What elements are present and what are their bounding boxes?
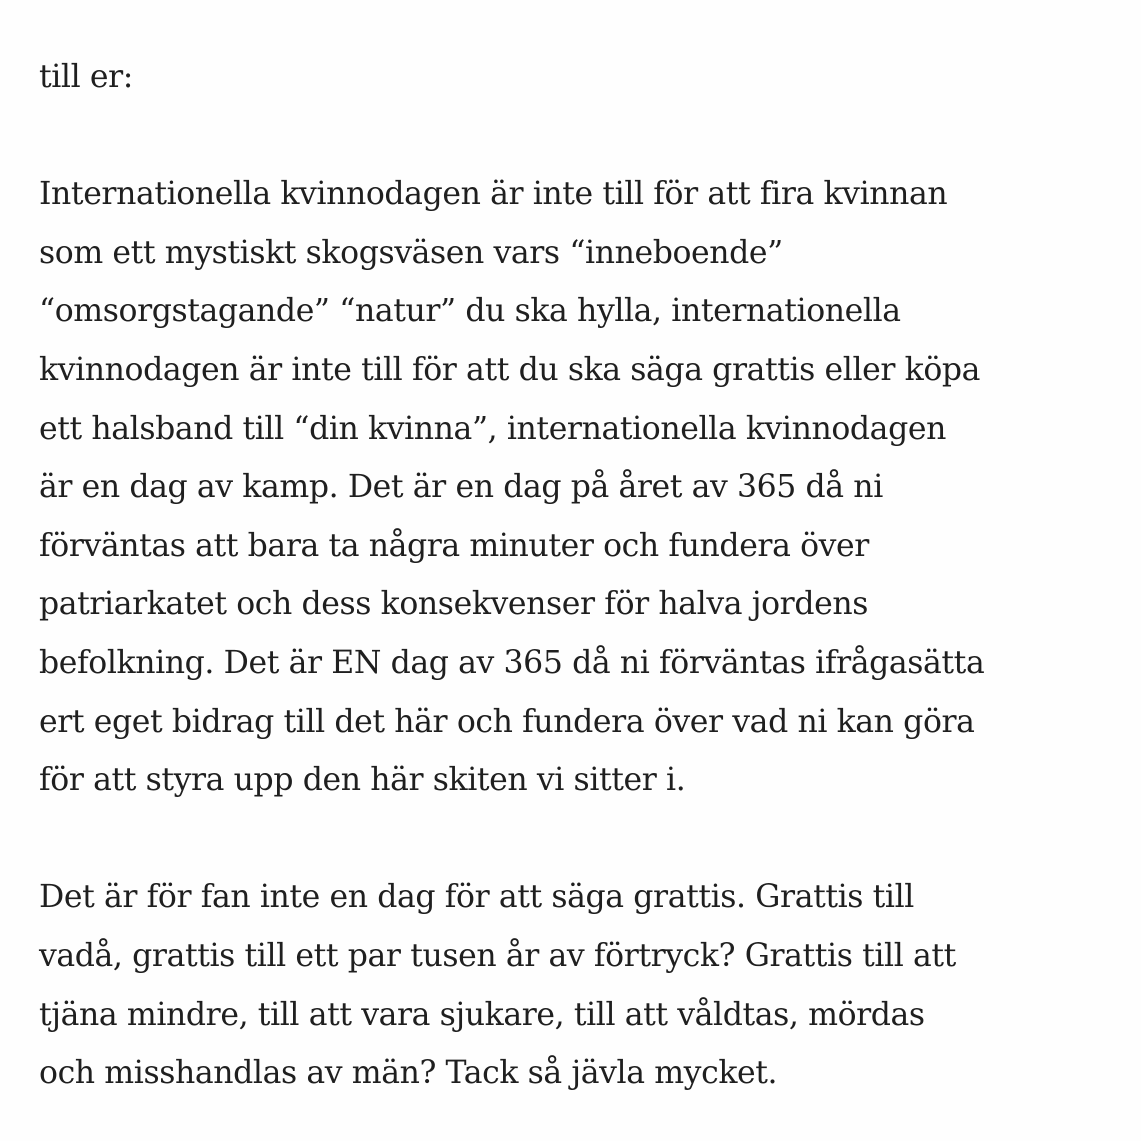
paragraph-1-line: förväntas att bara ta några minuter och fundera över bbox=[39, 527, 869, 564]
paragraph-1-line: “omsorgstagande” “natur” du ska hylla, internationella bbox=[39, 293, 901, 330]
paragraph-1-line: Internationella kvinnodagen är inte till för att fira kvinnan bbox=[39, 176, 948, 213]
paragraph-2-line: och misshandlas av män? Tack så jävla mycket. bbox=[39, 1055, 778, 1092]
paragraph-1-line: befolkning. Det är EN dag av 365 då ni förväntas ifrågasätta bbox=[39, 644, 985, 681]
paragraph-1-line: som ett mystiskt skogsväsen vars “inneboende” bbox=[39, 234, 783, 271]
paragraph-2 bbox=[39, 868, 1119, 1102]
paragraph-1-line: är en dag av kamp. Det är en dag på året av 365 då ni bbox=[39, 469, 883, 506]
paragraph-1 bbox=[39, 165, 1119, 810]
paragraph-1-line: kvinnodagen är inte till för att du ska säga grattis eller köpa bbox=[39, 351, 981, 388]
paragraph-1-line: ett halsband till “din kvinna”, internationella kvinnodagen bbox=[39, 410, 946, 447]
intro-text: till er: bbox=[39, 59, 134, 95]
paragraph-2-line: vadå, grattis till ett par tusen år av förtryck? Grattis till att bbox=[39, 937, 956, 974]
paragraph-1-line: patriarkatet och dess konsekvenser för halva jordens bbox=[39, 586, 868, 623]
article-text bbox=[39, 48, 1119, 1103]
paragraph-2-line: tjäna mindre, till att vara sjukare, till att våldtas, mördas bbox=[39, 996, 925, 1033]
paragraph-1-line: ert eget bidrag till det här och fundera över vad ni kan göra bbox=[39, 703, 975, 740]
paragraph-2-line: Det är för fan inte en dag för att säga grattis. Grattis till bbox=[39, 879, 914, 916]
intro-line bbox=[39, 48, 1119, 107]
paragraph-1-line: för att styra upp den här skiten vi sitter i. bbox=[39, 762, 686, 799]
